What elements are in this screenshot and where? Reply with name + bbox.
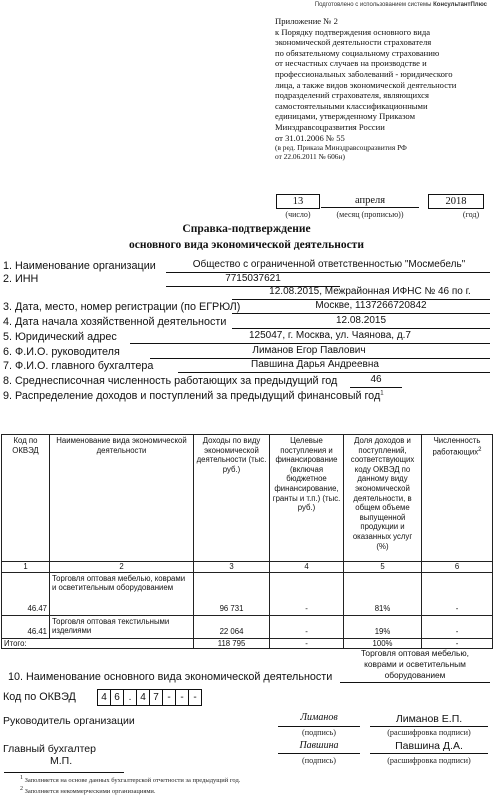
accountant-signature: Павшина [299, 740, 339, 751]
date-year-caption: (год) [462, 210, 480, 219]
stamp-label: М.П. [50, 755, 73, 767]
okved-char-box: 6 [110, 689, 124, 706]
table-header-row [2, 435, 493, 562]
staff-underline [350, 387, 402, 388]
footnote-2 [20, 786, 156, 795]
total-label: Итого: [2, 638, 194, 649]
column-number: 3 [194, 562, 270, 573]
date-year-box: 2018 [428, 194, 484, 209]
source-brand: КонсультантПлюс [433, 2, 487, 8]
row-activity-name: Торговля оптовая текстильными изделиями [50, 615, 194, 638]
table-row [2, 572, 493, 615]
header-okved-code: Код по ОКВЭД [2, 435, 50, 562]
accountant-signature-caption: (подпись) [302, 756, 336, 765]
activity-table [1, 434, 493, 649]
date-day-box: 13 [276, 194, 320, 209]
accountant-signature-label: Главный бухгалтер [3, 743, 96, 755]
appendix-block [275, 16, 487, 162]
appendix-line: профессиональных заболеваний - юридического [275, 68, 453, 79]
doc-subtitle: основного вида экономической деятельности [129, 239, 364, 251]
table-column-numbers [2, 562, 493, 573]
main-activity-value-line1: Торговля оптовая мебелью, [360, 648, 470, 658]
source-note: Подготовлено с использованием системы КонсультантПлюс [314, 2, 487, 8]
accountant-name-underline [370, 753, 488, 754]
header-income: Доходы по виду экономической деятельности (тыс. руб.) [194, 435, 270, 562]
header-activity-name: Наименование вида экономической деятельности [50, 435, 194, 562]
footnote-number: 2 [20, 786, 23, 792]
appendix-line: лица, а также видов экономической деятельности [275, 79, 457, 90]
total-income: 118 795 [194, 638, 270, 649]
accountant-underline [178, 372, 490, 373]
head-name-caption: (расшифровка подписи) [387, 728, 471, 737]
footnote-ref: 1 [380, 390, 384, 397]
head-signature-label: Руководитель организации [3, 715, 135, 727]
registration-line1: 12.08.2015, Межрайонная ИФНС № 46 по г. [269, 286, 471, 297]
registration-underline2 [232, 313, 490, 314]
appendix-line: к Порядку подтверждения основного вида [275, 26, 431, 37]
row-income: 22 064 [194, 615, 270, 638]
row-okved-code: 46.47 [2, 572, 50, 615]
footnote-separator [4, 772, 124, 773]
appendix-line: по обязательному социальному страхованию [275, 47, 440, 58]
distribution-label: 9. Распределение доходов и поступлений за предыдущий финансовый год$^1$ [3, 390, 384, 402]
appendix-line: от несчастных случаев на производстве и [275, 58, 427, 69]
start-date-underline [232, 328, 490, 329]
okved-char-box: 7 [149, 689, 163, 706]
appendix-line: Приложение № 2 [275, 16, 338, 26]
registration-line2: Москве, 1137266720842 [315, 300, 427, 311]
row-target-funding: - [270, 615, 344, 638]
main-activity-value-line3: оборудованием [384, 670, 446, 680]
staff-label: 8. Среднесписочная численность работающих за предыдущий год [3, 375, 338, 387]
inn-label: 2. ИНН [3, 273, 39, 285]
row-income: 96 731 [194, 572, 270, 615]
registration-label: 3. Дата, место, номер регистрации (по ЕГРЮЛ) [3, 301, 241, 313]
address-value: 125047, г. Москва, ул. Чаянова, д.7 [249, 330, 411, 341]
row-okved-code: 46.41 [2, 615, 50, 638]
head-signature-underline [278, 726, 360, 727]
doc-title: Справка-подтверждение [182, 223, 311, 235]
row-activity-name: Торговля оптовая мебелью, коврами и осветительным оборудованием [50, 572, 194, 615]
table-row [2, 615, 493, 638]
row-target-funding: - [270, 572, 344, 615]
appendix-amendment: (в ред. Приказа Минздравсоцразвития РФ [275, 143, 407, 153]
header-staff: Численность работающих$^2$ [422, 435, 493, 562]
footnote-number: 1 [20, 775, 23, 781]
accountant-name-value: Павшина Д.А. [395, 740, 463, 752]
main-activity-underline [340, 682, 490, 683]
column-number: 6 [422, 562, 493, 573]
staff-value: 46 [370, 374, 382, 385]
inn-value: 7715037621 [225, 273, 281, 284]
head-signature: Лиманов [300, 712, 338, 723]
footnote-text: Заполняется на основе данных бухгалтерской отчетности за предыдущий год. [24, 777, 241, 785]
total-share: 100% [344, 638, 422, 649]
appendix-line: экономической деятельности страхователя [275, 37, 432, 48]
accountant-signature-underline [278, 753, 360, 754]
main-activity-label: 10. Наименование основного вида экономической деятельности [8, 671, 333, 683]
appendix-amendment: от 22.06.2011 № 606н) [275, 152, 345, 162]
appendix-line: подразделений страхователя, являющихся [275, 90, 429, 101]
okved-char-box: - [175, 689, 189, 706]
date-month-box: апреля [321, 194, 419, 208]
footnote-ref: 2 [478, 446, 482, 453]
accountant-name-caption: (расшифровка подписи) [387, 756, 471, 765]
head-name-value: Лиманов Е.П. [395, 713, 463, 725]
row-share: 81% [344, 572, 422, 615]
start-date-label: 4. Дата начала хозяйственной деятельности [3, 316, 227, 328]
org-name-value: Общество с ограниченной ответственностью "Мосмебель" [192, 259, 466, 270]
date-month-caption: (месяц (прописью)) [336, 210, 404, 219]
start-date-value: 12.08.2015 [335, 315, 387, 326]
total-staff: - [422, 638, 493, 649]
accountant-label: 7. Ф.И.О. главного бухгалтера [3, 360, 154, 372]
footnote-text: Заполняется некоммерческими организациями. [24, 788, 156, 796]
head-label: 6. Ф.И.О. руководителя [3, 346, 120, 358]
row-staff: - [422, 572, 493, 615]
okved-char-box: . [123, 689, 137, 706]
okved-char-box: 4 [136, 689, 150, 706]
date-day-caption: (число) [285, 210, 311, 219]
okved-char-box: - [162, 689, 176, 706]
address-underline [130, 343, 490, 344]
appendix-line: самостоятельными классификационными [275, 100, 428, 111]
main-activity-value-line2: коврами и осветительным [364, 659, 466, 669]
column-number: 2 [50, 562, 194, 573]
head-value: Лиманов Егор Павлович [252, 345, 366, 356]
okved-label: Код по ОКВЭД [3, 691, 76, 703]
column-number: 4 [270, 562, 344, 573]
head-signature-caption: (подпись) [302, 728, 336, 737]
appendix-line: от 31.01.2006 № 55 [275, 132, 345, 143]
column-number: 5 [344, 562, 422, 573]
address-label: 5. Юридический адрес [3, 331, 117, 343]
okved-char-box: 4 [97, 689, 111, 706]
appendix-line: единицами, утвержденному Приказом [275, 111, 416, 122]
row-staff: - [422, 615, 493, 638]
footnote-1 [20, 775, 240, 784]
head-name-underline [370, 726, 488, 727]
header-share: Доля доходов и поступлений, соответствующих коду ОКВЭД по данному виду экономической деятельности, в общем объеме выпущенной продукции и оказанных услуг (%) [344, 435, 422, 562]
accountant-value: Павшина Дарья Андреевна [251, 359, 379, 370]
org-name-label: 1. Наименование организации [3, 260, 156, 272]
header-target-funding: Целевые поступления и финансирование (включая бюджетное финансирование, гранты и т.п.) (тыс. руб.) [270, 435, 344, 562]
appendix-line: Минздравсоцразвития России [275, 121, 385, 132]
total-target-funding: - [270, 638, 344, 649]
okved-char-box: - [188, 689, 202, 706]
row-share: 19% [344, 615, 422, 638]
column-number: 1 [2, 562, 50, 573]
